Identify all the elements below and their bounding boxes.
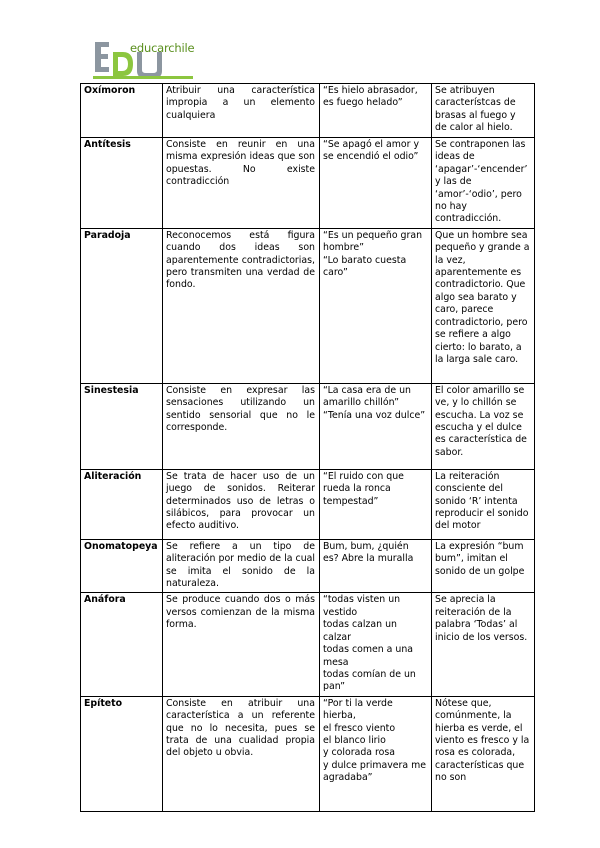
figure-explanation: La reiteración consciente del sonido ‘R’ intenta reproducir el sonido del motor xyxy=(432,469,535,539)
figure-definition: Consiste en reunir en una misma expresión ideas que son opuestas. No existe contradicción xyxy=(163,138,320,229)
figure-explanation: Que un hombre sea pequeño y grande a la vez, aparentemente es contradictorio. Que algo sea barato y caro, parece contradictorio, pero se refiere a algo cierto: lo barato, a la larga sale caro. xyxy=(432,228,535,383)
figure-term: Sinestesia xyxy=(81,383,163,469)
figure-example: “Por ti la verde hierba, el fresco viento el blanco lirio y colorada rosa y dulce primavera me agradaba” xyxy=(320,696,432,811)
figure-explanation: Se aprecia la reiteración de la palabra ‘Todas’ al inicio de los versos. xyxy=(432,593,535,696)
figure-definition: Consiste en expresar las sensaciones utilizando un sentido sensorial que no le corresponde. xyxy=(163,383,320,469)
table-row xyxy=(81,696,535,811)
figure-definition: Reconocemos está figura cuando dos ideas son aparentemente contradictorias, pero transmiten una verdad de fondo. xyxy=(163,228,320,383)
figure-definition: Atribuir una característica impropia a un elemento cualquiera xyxy=(163,84,320,138)
figure-term: Epíteto xyxy=(81,696,163,811)
figure-explanation: La expresión “bum bum”, imitan el sonido de un golpe xyxy=(432,539,535,593)
figure-definition: Se trata de hacer uso de un juego de sonidos. Reiterar determinados uso de letras o silábicos, para provocar un efecto auditivo. xyxy=(163,469,320,539)
table-row xyxy=(81,84,535,138)
table-row xyxy=(81,539,535,593)
logo-text: educarchile xyxy=(130,41,195,55)
figure-example: “Se apagó el amor y se encendió el odio” xyxy=(320,138,432,229)
figures-table-body xyxy=(81,84,535,812)
figure-example: Bum, bum, ¿quién es? Abre la muralla xyxy=(320,539,432,593)
figure-term: Onomatopeya xyxy=(81,539,163,593)
figure-term: Antítesis xyxy=(81,138,163,229)
figure-term: Anáfora xyxy=(81,593,163,696)
table-row xyxy=(81,383,535,469)
figure-explanation: El color amarillo se ve, y lo chillón se escucha. La voz se escucha y el dulce es característica de sabor. xyxy=(432,383,535,469)
logo-e-shape xyxy=(95,42,109,72)
table-row xyxy=(81,593,535,696)
figure-example: “La casa era de un amarillo chillón” “Tenía una voz dulce” xyxy=(320,383,432,469)
figure-example: “todas visten un vestido todas calzan un calzar todas comen a una mesa todas comían de un pan” xyxy=(320,593,432,696)
logo-u-shape xyxy=(137,52,162,78)
figure-definition: Se produce cuando dos o más versos comienzan de la misma forma. xyxy=(163,593,320,696)
table-row xyxy=(81,138,535,229)
figure-explanation: Nótese que, comúnmente, la hierba es verde, el viento es fresco y la rosa es colorada, características que no son xyxy=(432,696,535,811)
figure-example: “Es hielo abrasador, es fuego helado” xyxy=(320,84,432,138)
logo-d-shape xyxy=(113,52,133,76)
figure-example: “Es un pequeño gran hombre” “Lo barato cuesta caro” xyxy=(320,228,432,383)
figure-term: Paradoja xyxy=(81,228,163,383)
table-row xyxy=(81,228,535,383)
table-row xyxy=(81,469,535,539)
figure-example: “El ruido con que rueda la ronca tempestad” xyxy=(320,469,432,539)
figure-explanation: Se contraponen las ideas de ‘apagar’-‘encender’ y las de ‘amor’-‘odio’, pero no hay contradicción. xyxy=(432,138,535,229)
figure-explanation: Se atribuyen característcas de brasas al fuego y de calor al hielo. xyxy=(432,84,535,138)
figure-term: Oxímoron xyxy=(81,84,163,138)
figure-definition: Consiste en atribuir una característica a un referente que no lo necesita, pues se trata de una cualidad propia del objeto u obvia. xyxy=(163,696,320,811)
figures-table xyxy=(80,83,535,812)
figure-definition: Se refiere a un tipo de aliteración por medio de la cual se imita el sonido de la naturaleza. xyxy=(163,539,320,593)
figure-term: Aliteración xyxy=(81,469,163,539)
logo-bar xyxy=(93,76,193,79)
